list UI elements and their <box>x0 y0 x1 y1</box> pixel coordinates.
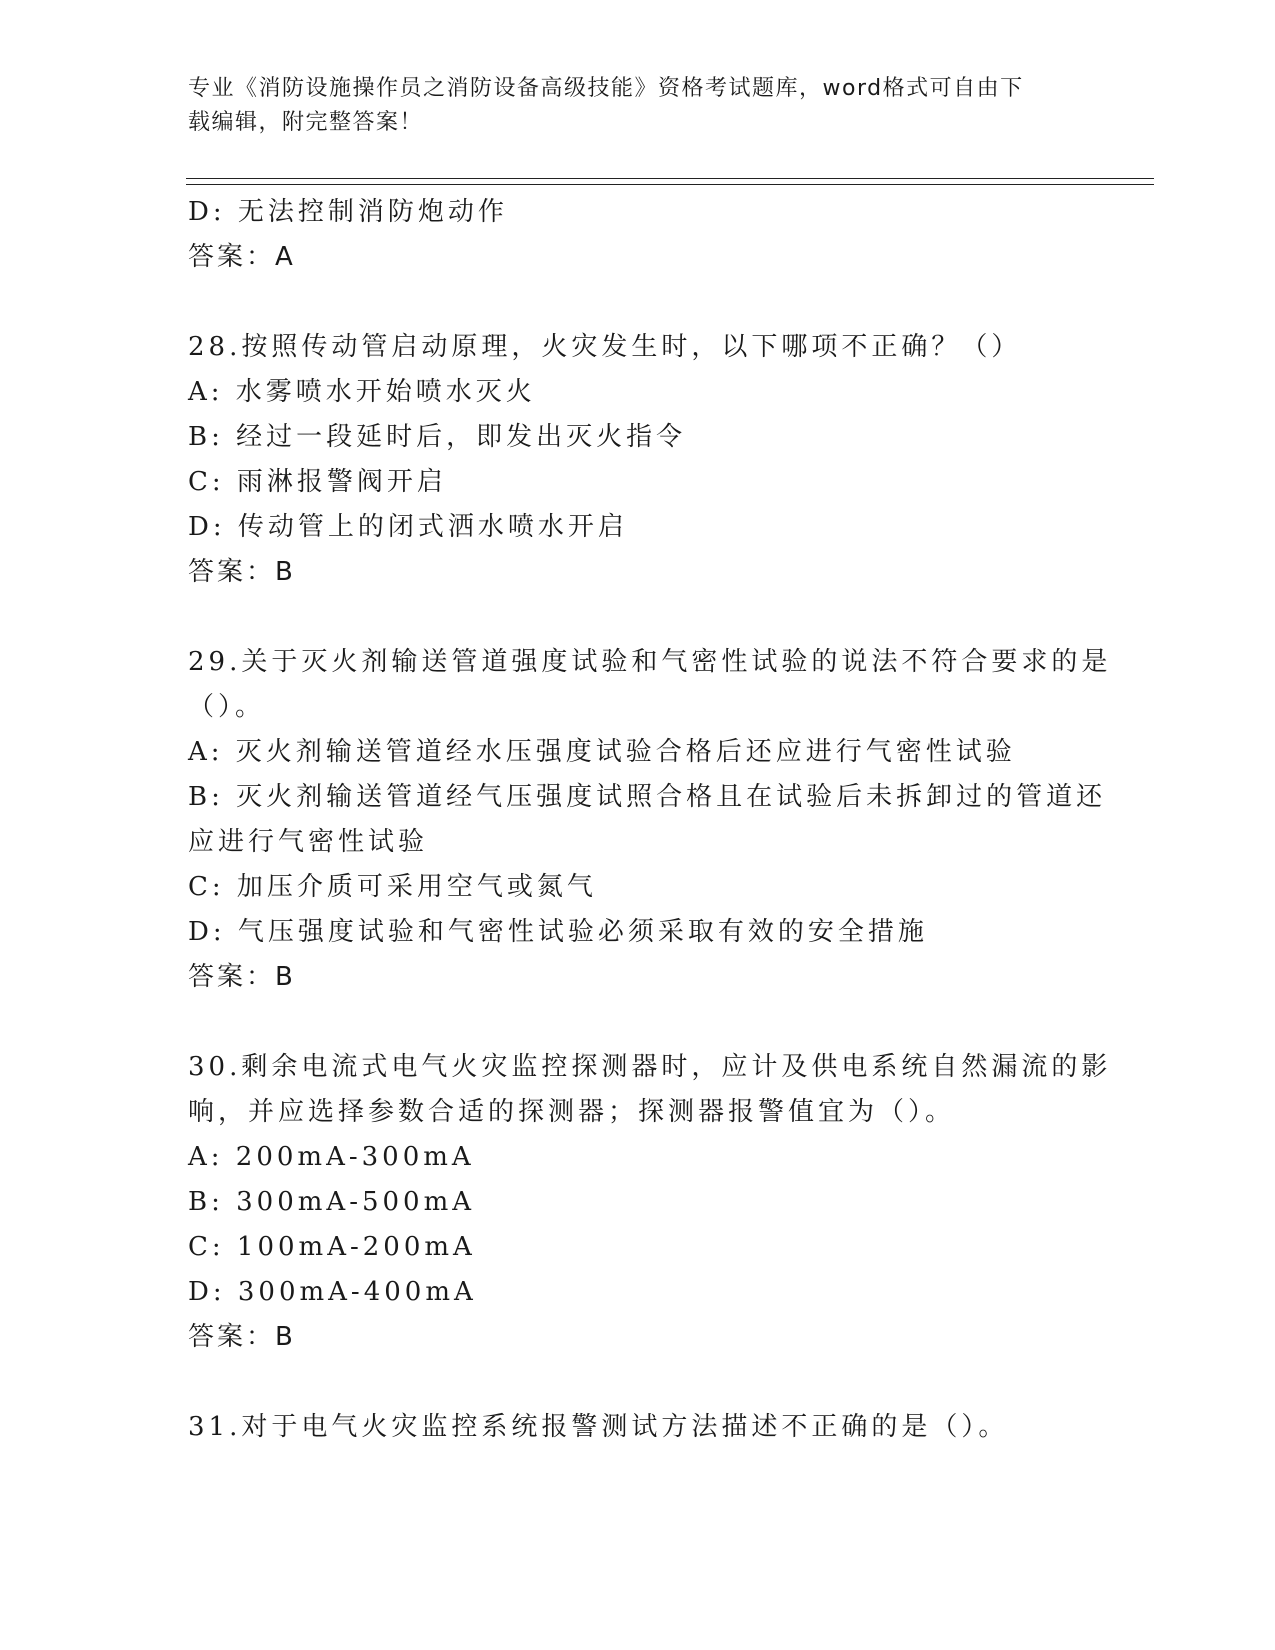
spacer <box>188 595 1088 640</box>
option-c: C: 100mA-200mA <box>188 1232 476 1262</box>
option-d: D: 传动管上的闭式洒水喷水开启 <box>188 512 628 542</box>
question-list <box>188 190 1112 1450</box>
question-28 <box>188 325 1088 595</box>
answer-line: 答案：B <box>188 1322 296 1352</box>
header-divider-bottom <box>186 184 1154 185</box>
question-stem: 31.对于电气火灾监控系统报警测试方法描述不正确的是（）。 <box>188 1412 1009 1442</box>
option-a: A: 200mA-300mA <box>188 1142 475 1172</box>
question-stem: 30.剩余电流式电气火灾监控探测器时，应计及供电系统自然漏流的影 <box>188 1052 1112 1082</box>
question-stem: 29.关于灭火剂输送管道强度试验和气密性试验的说法不符合要求的是 <box>188 647 1112 677</box>
option-c: C: 加压介质可采用空气或氮气 <box>188 872 597 902</box>
question-31 <box>188 1405 1088 1450</box>
answer-line: 答案：B <box>188 557 296 587</box>
option-b: B: 经过一段延时后，即发出灭火指令 <box>188 422 687 452</box>
answer-line: 答案：A <box>188 242 296 272</box>
question-29 <box>188 640 1112 1000</box>
option-d: D: 300mA-400mA <box>188 1277 477 1307</box>
question-stem-continued: 响，并应选择参数合适的探测器；探测器报警值宜为（）。 <box>188 1097 956 1127</box>
option-b: B: 300mA-500mA <box>188 1187 476 1217</box>
header-divider-top <box>186 178 1154 179</box>
page-header <box>188 72 1068 140</box>
spacer <box>188 280 1088 325</box>
option-a: A: 水雾喷水开始喷水灭火 <box>188 377 536 407</box>
option-d: D: 气压强度试验和气密性试验必须采取有效的安全措施 <box>188 917 928 947</box>
option-b-continued: 应进行气密性试验 <box>188 827 429 857</box>
question-fragment <box>188 190 1088 280</box>
question-30 <box>188 1045 1112 1360</box>
option-a: A: 灭火剂输送管道经水压强度试验合格后还应进行气密性试验 <box>188 737 1016 767</box>
option-d: D: 无法控制消防炮动作 <box>188 197 508 227</box>
header-line-1: 专业《消防设施操作员之消防设备高级技能》资格考试题库，word格式可自由下 <box>188 76 1024 101</box>
question-stem: 28.按照传动管启动原理，火灾发生时，以下哪项不正确？（） <box>188 332 1022 362</box>
answer-line: 答案：B <box>188 962 296 992</box>
question-stem-continued: （）。 <box>188 692 266 722</box>
option-b: B: 灭火剂输送管道经气压强度试照合格且在试验后未拆卸过的管道还 <box>188 782 1107 812</box>
header-line-2: 载编辑，附完整答案！ <box>188 110 424 135</box>
option-c: C: 雨淋报警阀开启 <box>188 467 447 497</box>
spacer <box>188 1000 1088 1045</box>
spacer <box>188 1360 1088 1405</box>
